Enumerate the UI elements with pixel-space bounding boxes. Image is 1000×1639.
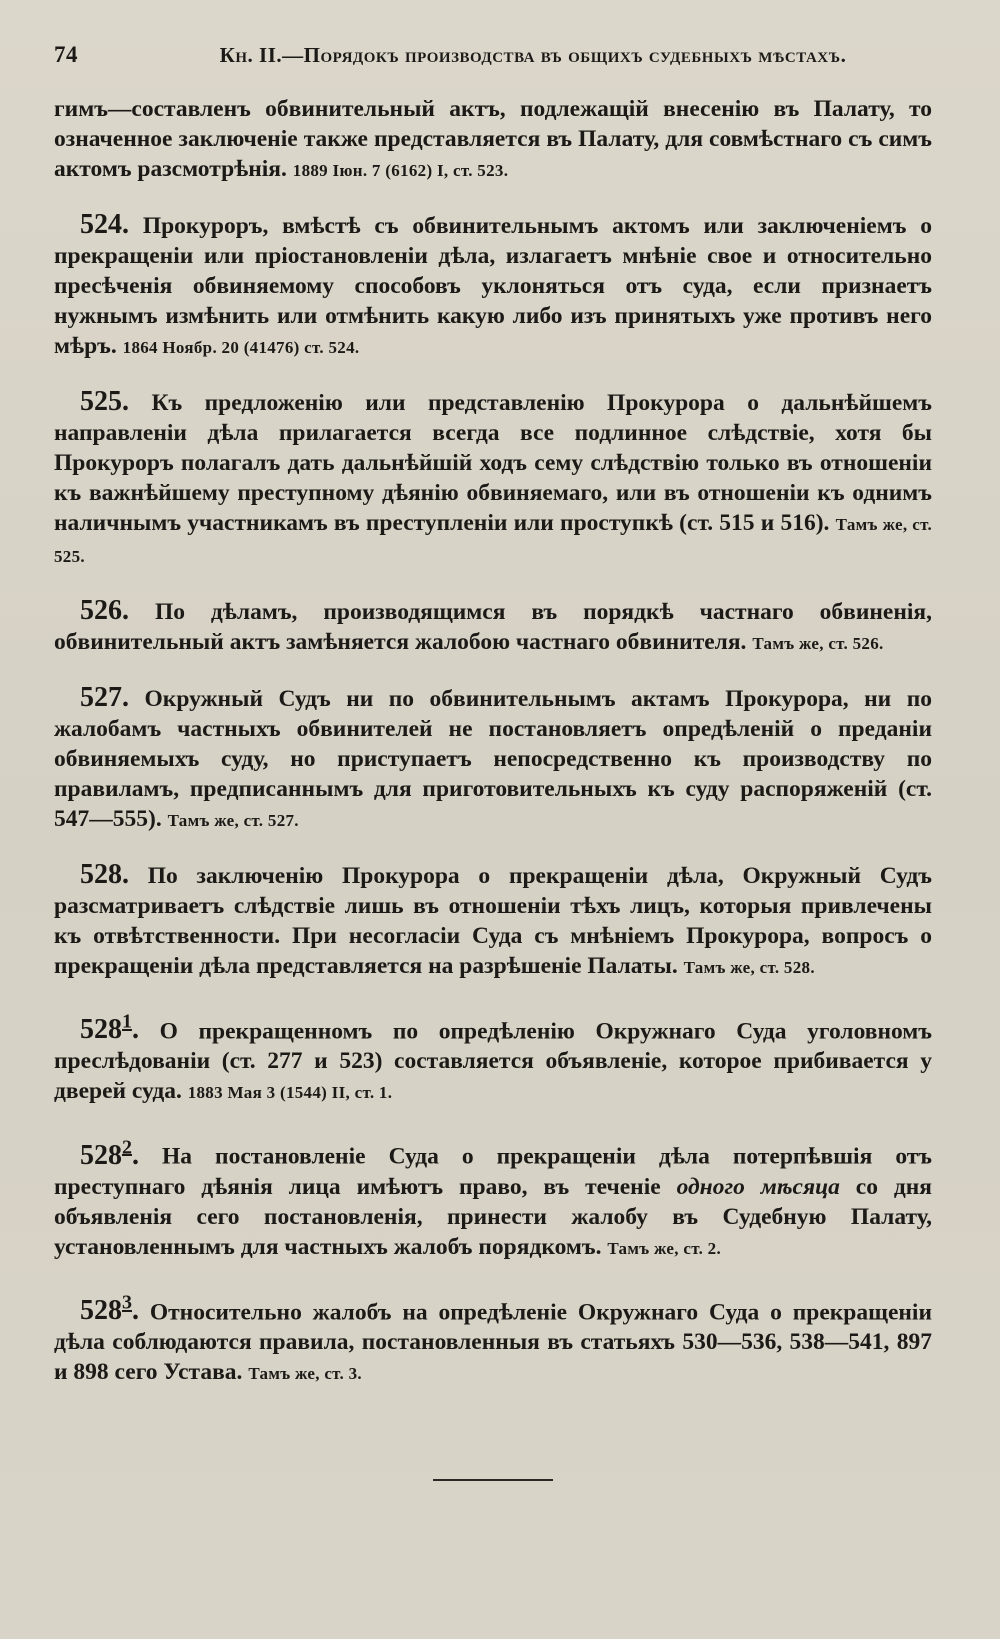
article-text: О прекращенномъ по опредѣленію Окружнаго Суда уголовномъ преслѣдованіи (ст. 277 и 523) составляется объявленіе, которое прибивается у дверей суда. [54,1018,932,1105]
article-number: $528^2$. [80,1136,139,1171]
article-number: 524. [80,209,129,240]
article-text: Относительно жалобъ на опредѣленіе Окружнаго Суда о прекращеніи дѣла соблюдаются правила, постановленныя въ статьяхъ 530—536, 538—541, 897 и 898 сего Устава. [54,1298,932,1385]
source-citation: Тамъ же, ст. 3. [248,1363,362,1383]
article-number: $528^3$. [80,1291,139,1326]
article-number: 527. [80,682,129,713]
article-text-continued: со дня объявленія сего постановленія, принести жалобу въ Судебную Палату, установленнымъ для частныхъ жалобъ порядкомъ. [54,1173,933,1260]
article-text: По дѣламъ, производящимся въ порядкѣ частнаго обвиненія, обвинительный актъ замѣняется жалобою частнаго обвинителя. [54,599,932,655]
article-superscript: 2 [122,1136,132,1159]
article-528-1 [54,1007,932,1108]
running-title: Кн. II.—Порядокъ производства въ общихъ судебныхъ мѣстахъ. [219,43,847,67]
article-number: $528^1$. [80,1011,139,1046]
source-citation: Тамъ же, ст. 525. [54,515,933,566]
article-number-base: 528 [80,1139,122,1171]
article-number: 528. [80,859,129,890]
source-citation: 1889 Іюн. 7 (6162) I, ст. 523. [292,161,509,180]
article-525 [54,387,932,572]
article-text: Прокуроръ, вмѣстѣ съ обвинительнымъ актомъ или заключеніемъ о прекращеніи или пріостановленіи дѣла, излагаетъ мнѣніе свое и относительно пресѣченія обвиняемому способовъ уклоняться отъ суда, если признаетъ нужнымъ измѣнить или отмѣнить какую либо изъ принятыхъ уже противъ него мѣръ. [54,213,932,359]
article-text: Окружный Судъ ни по обвинительнымъ актамъ Прокурора, ни по жалобамъ частныхъ обвинителей не постановляетъ опредѣленій о преданіи обвиняемыхъ суду, но приступаетъ непосредственно къ производству по правиламъ, предписаннымъ для приготовительныхъ къ суду распоряженій (ст. 547—555). [54,686,932,832]
continuation-text: гимъ—составленъ обвинительный актъ, подлежащій внесенію въ Палату, то означенное заключеніе также представляется въ Палату, для совмѣстнаго съ симъ актомъ разсмотрѣнія. [54,96,932,182]
page-number: 74 [54,42,78,67]
source-citation: Тамъ же, ст. 2. [607,1238,722,1258]
source-citation: Тамъ же, ст. 528. [683,958,815,977]
source-citation: 1864 Ноябр. 20 (41476) ст. 524. [122,338,360,357]
page-header [54,42,932,68]
article-text: По заключенію Прокурора о прекращеніи дѣла, Окружный Судъ разсматриваетъ слѣдствіе лишь въ отношеніи тѣхъ лицъ, которыя привлечены къ отвѣтственности. При несогласіи Суда съ мнѣніемъ Прокурора, вопросъ о прекращеніи дѣла представляется на разрѣшеніе Палаты. [54,863,933,979]
article-527 [54,683,932,836]
article-number-base: 528 [80,1014,122,1046]
article-superscript: 3 [122,1291,132,1314]
article-text: На постановленіе Суда о прекращеніи дѣла потерпѣвшія отъ преступнаго дѣянія лица имѣютъ право, въ теченіе [54,1143,932,1200]
source-citation: 1883 Мая 3 (1544) II, ст. 1. [187,1083,393,1103]
article-number: 526. [80,595,129,626]
continuation-paragraph [54,94,932,186]
source-citation: Тамъ же, ст. 527. [167,811,299,830]
article-528 [54,860,932,983]
source-citation: Тамъ же, ст. 526. [752,634,884,653]
article-528-2 [54,1132,932,1263]
article-emphasis: одного мѣсяца [676,1173,840,1200]
article-number-base: 528 [80,1294,122,1326]
article-superscript: 1 [122,1011,132,1033]
end-rule [433,1479,553,1481]
article-number: 525. [80,386,129,417]
article-528-3 [54,1288,932,1389]
article-text: Къ предложенію или представленію Прокурора о дальнѣйшемъ направленіи дѣла прилагается всегда все подлинное слѣдствіе, хотя бы Прокуроръ полагалъ дать дальнѣйшій ходъ сему слѣдствію только въ отношеніи къ важнѣйшему преступному дѣянію обвиняемаго, или въ отношеніи къ однимъ наличнымъ участникамъ въ преступленіи или проступкѣ (ст. 515 и 516). [54,390,933,536]
article-526 [54,596,932,659]
article-524 [54,210,932,363]
